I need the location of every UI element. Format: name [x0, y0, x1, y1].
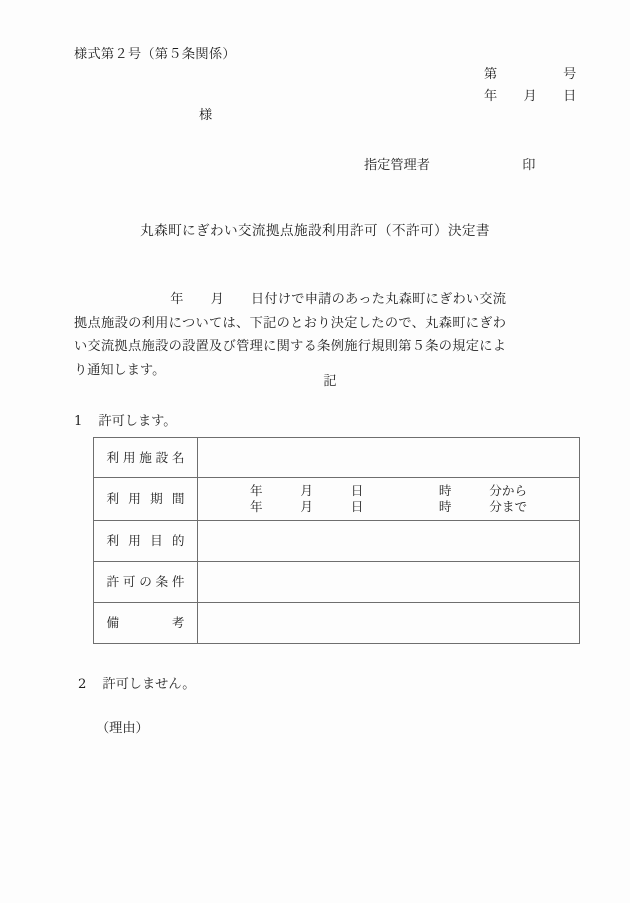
issuer-line: 指定管理者 印: [364, 158, 536, 173]
row-label-text: 利用目的: [106, 533, 185, 549]
row-label-text: 利用期間: [106, 491, 185, 507]
item-1-permit: [74, 415, 176, 428]
row-value-usage-period: [198, 478, 580, 521]
row-label-facility-name: [94, 438, 198, 478]
item-1-number: 1: [74, 414, 83, 429]
item-2-deny: [78, 678, 196, 691]
permit-details-table: [93, 437, 580, 644]
table-row: [94, 562, 580, 603]
form-number: 様式第２号（第５条関係）: [74, 47, 236, 62]
row-label-usage-period: [94, 478, 198, 521]
table-row: [94, 438, 580, 478]
reason-label: （理由）: [96, 721, 149, 736]
document-date-field: 年 月 日: [484, 89, 577, 104]
row-value-usage-purpose: [198, 521, 580, 562]
row-label-text: 備考: [106, 615, 185, 631]
row-label-permit-conditions: [94, 562, 198, 603]
item-2-number: 2: [78, 677, 87, 692]
period-date-lines: [198, 483, 579, 516]
period-start-line: 年 月 日 時 分から: [250, 482, 528, 498]
table-row: [94, 478, 580, 521]
document-number-field: 第 号: [484, 67, 577, 82]
row-label-text: 利用施設名: [106, 449, 185, 465]
period-end-line: 年 月 日 時 分まで: [250, 499, 528, 514]
item-2-label: 許可しません。: [102, 677, 196, 692]
body-paragraph: [74, 288, 506, 382]
row-value-permit-conditions: [198, 562, 580, 603]
table-row: [94, 603, 580, 644]
row-label-remarks: [94, 603, 198, 644]
row-value-facility-name: [198, 438, 580, 478]
row-label-text: 許可の条件: [106, 574, 185, 590]
addressee-honorific: 様: [199, 108, 213, 123]
item-1-label: 許可します。: [98, 414, 177, 429]
body-text: 年 月 日付けで申請のあった丸森町にぎわい交流拠点施設の利用については、下記のとおり決定したので、丸森町にぎわい交流拠点施設の設置及び管理に関する条例施行規則第５条の規定により通知します。: [74, 292, 506, 378]
page-title: 丸森町にぎわい交流拠点施設利用許可（不許可）決定書: [140, 223, 490, 239]
ki-mark: 記: [323, 374, 337, 389]
table-row: [94, 521, 580, 562]
row-label-usage-purpose: [94, 521, 198, 562]
row-value-remarks: [198, 603, 580, 644]
